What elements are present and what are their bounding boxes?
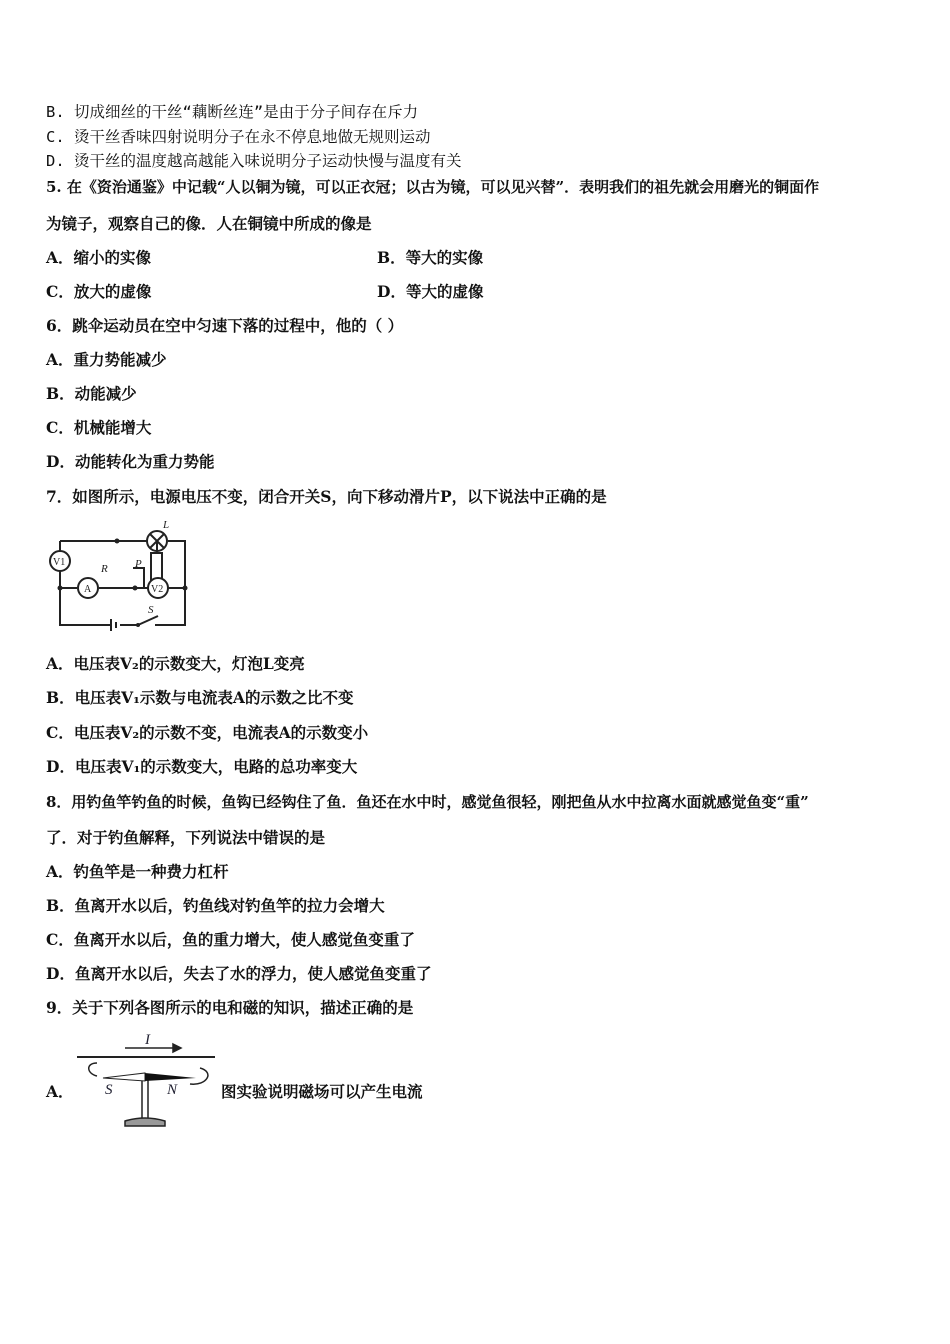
q8-option-d: D．鱼离开水以后，失去了水的浮力，使人感觉鱼变重了 [46, 964, 432, 983]
q8-stem-line1: 8．用钓鱼竿钓鱼的时候，鱼钩已经钩住了鱼．鱼还在水中时，感觉鱼很轻，刚把鱼从水中拉离水面就感觉鱼变“重” [46, 793, 809, 811]
q6-option-b: B．动能减少 [46, 384, 137, 403]
q5-stem-line1: 5. 在《资治通鉴》中记载“人以铜为镜，可以正衣冠；以古为镜，可以见兴替”．表明我们的祖先就会用磨光的铜面作 [46, 178, 820, 196]
q9-option-a-label: A． [46, 1082, 74, 1101]
q4-option-b: B. 切成细丝的干丝“藕断丝连”是由于分子间存在斥力 [46, 103, 419, 121]
q7-option-b: B．电压表V₁示数与电流表A的示数之比不变 [46, 688, 354, 707]
q9-option-a-text: 图实验说明磁场可以产生电流 [221, 1082, 423, 1101]
q6-option-d: D．动能转化为重力势能 [46, 452, 215, 471]
q8-option-c: C．鱼离开水以后，鱼的重力增大，使人感觉鱼变重了 [46, 930, 415, 949]
q5-option-a: A．缩小的实像 [46, 248, 152, 267]
q8-option-b: B．鱼离开水以后，钓鱼线对钓鱼竿的拉力会增大 [46, 896, 385, 915]
label-pole-n: N [167, 1082, 178, 1098]
q4-option-d: D. 烫干丝的温度越高越能入味说明分子运动快慢与温度有关 [46, 152, 462, 170]
q8-stem-line2: 了．对于钓鱼解释，下列说法中错误的是 [46, 828, 326, 847]
q9-stem: 9．关于下列各图所示的电和磁的知识，描述正确的是 [46, 998, 414, 1017]
oersted-experiment-figure [75, 1028, 220, 1130]
voltmeter-v2: V2 [151, 584, 164, 595]
q6-stem: 6．跳伞运动员在空中匀速下落的过程中，他的（ ） [46, 316, 404, 335]
q6-option-c: C．机械能增大 [46, 418, 152, 437]
q4-option-c: C. 烫干丝香味四射说明分子在永不停息地做无规则运动 [46, 128, 431, 146]
label-p: P [135, 558, 142, 570]
q6-option-a: A．重力势能减少 [46, 350, 167, 369]
q7-stem: 7．如图所示，电源电压不变，闭合开关S，向下移动滑片P，以下说法中正确的是 [46, 487, 607, 506]
q7-option-a: A．电压表V₂的示数变大，灯泡L变亮 [46, 654, 305, 673]
voltmeter-v1: V1 [53, 557, 66, 568]
ammeter-a: A [84, 584, 92, 595]
label-current-i: I [145, 1032, 150, 1048]
q5-option-b: B．等大的实像 [377, 248, 484, 267]
q5-option-c: C．放大的虚像 [46, 282, 152, 301]
label-s: S [148, 604, 154, 616]
label-r: R [101, 563, 108, 575]
label-pole-s: S [105, 1082, 113, 1098]
q8-option-a: A．钓鱼竿是一种费力杠杆 [46, 862, 229, 881]
circuit-diagram [40, 510, 240, 640]
label-l: L [163, 519, 170, 531]
q5-option-d: D．等大的虚像 [377, 282, 484, 301]
q5-stem-line2: 为镜子，观察自己的像．人在铜镜中所成的像是 [46, 214, 372, 233]
q7-option-d: D．电压表V₁的示数变大，电路的总功率变大 [46, 757, 358, 776]
q7-option-c: C．电压表V₂的示数不变，电流表A的示数变小 [46, 723, 369, 742]
